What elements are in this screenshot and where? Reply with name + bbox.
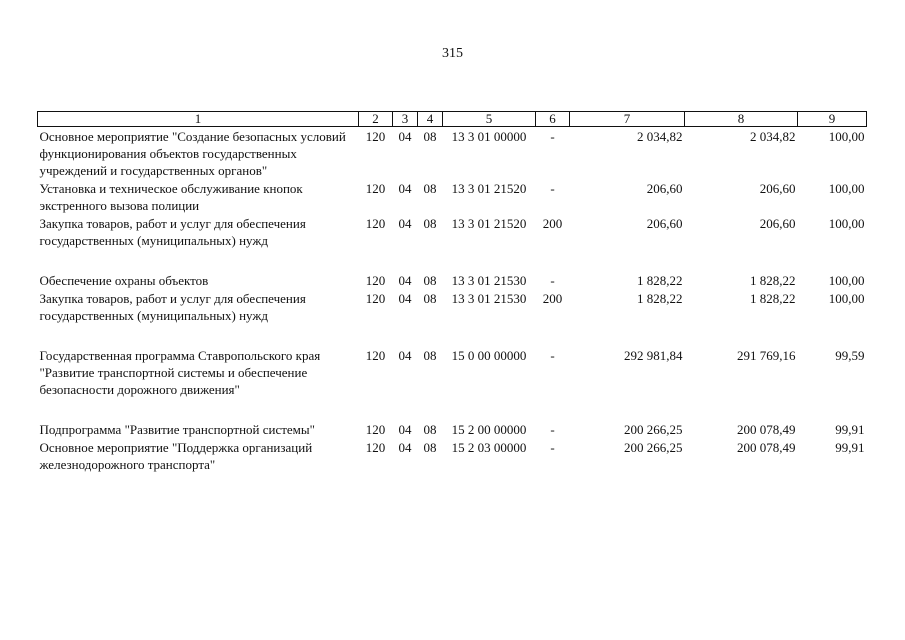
- cell-ministry: 120: [365, 348, 386, 363]
- col-header-8: 8: [685, 112, 798, 127]
- table-row: [38, 214, 867, 249]
- cell-subsection: 08: [423, 291, 437, 306]
- cell-ministry: 120: [365, 216, 386, 231]
- cell-section: 04: [398, 440, 412, 455]
- cell-target-article: 15 2 00 00000: [451, 422, 527, 437]
- cell-ministry: 120: [365, 273, 386, 288]
- row-spacer: [38, 324, 867, 346]
- table-row: [38, 346, 867, 398]
- cell-subsection: 08: [423, 181, 437, 196]
- table-row: [38, 127, 867, 180]
- cell-percent: 100,00: [828, 216, 865, 231]
- cell-percent: 99,59: [835, 348, 865, 363]
- cell-subsection: 08: [423, 273, 437, 288]
- col-header-4: 4: [418, 112, 443, 127]
- cell-ministry: 120: [365, 422, 386, 437]
- row-spacer: [38, 398, 867, 420]
- cell-ministry: 120: [365, 129, 386, 144]
- cell-subsection: 08: [423, 440, 437, 455]
- row-spacer: [38, 249, 867, 271]
- budget-table: [37, 111, 867, 473]
- cell-expense-type: -: [550, 273, 555, 288]
- cell-col8-amount: 200 078,49: [737, 440, 796, 455]
- cell-section: 04: [398, 291, 412, 306]
- cell-section: 04: [398, 129, 412, 144]
- cell-expense-type: 200: [542, 291, 563, 306]
- cell-expense-type: -: [550, 422, 555, 437]
- cell-ministry: 120: [365, 440, 386, 455]
- cell-target-article: 15 0 00 00000: [451, 348, 527, 363]
- col-header-6: 6: [536, 112, 570, 127]
- table-row: [38, 420, 867, 438]
- cell-ministry: 120: [365, 181, 386, 196]
- cell-col7-amount: 200 266,25: [624, 440, 683, 455]
- cell-col8-amount: 200 078,49: [737, 422, 796, 437]
- table-row: [38, 289, 867, 324]
- cell-percent: 99,91: [835, 422, 865, 437]
- cell-section: 04: [398, 181, 412, 196]
- cell-target-article: 13 3 01 21530: [451, 291, 527, 306]
- cell-section: 04: [398, 348, 412, 363]
- cell-col7-amount: 1 828,22: [637, 273, 683, 288]
- cell-expense-type: -: [550, 129, 555, 144]
- table-row: [38, 179, 867, 214]
- row-description: Закупка товаров, работ и услуг для обеспечения государственных (муниципальных) нужд: [39, 216, 306, 248]
- cell-target-article: 13 3 01 21520: [451, 216, 527, 231]
- row-description: Основное мероприятие "Создание безопасных условий функционирования объектов государственных учреждений и государственных органов": [39, 129, 346, 178]
- cell-col7-amount: 200 266,25: [624, 422, 683, 437]
- col-header-9: 9: [798, 112, 867, 127]
- cell-section: 04: [398, 216, 412, 231]
- table-row: [38, 438, 867, 473]
- cell-col8-amount: 1 828,22: [750, 273, 796, 288]
- cell-expense-type: -: [550, 348, 555, 363]
- cell-subsection: 08: [423, 129, 437, 144]
- row-description: Обеспечение охраны объектов: [39, 273, 209, 288]
- cell-target-article: 13 3 01 21520: [451, 181, 527, 196]
- cell-subsection: 08: [423, 216, 437, 231]
- col-header-3: 3: [393, 112, 418, 127]
- page-number: 315: [442, 46, 463, 61]
- cell-percent: 100,00: [828, 129, 865, 144]
- cell-expense-type: -: [550, 181, 555, 196]
- row-description: Закупка товаров, работ и услуг для обеспечения государственных (муниципальных) нужд: [39, 291, 306, 323]
- cell-subsection: 08: [423, 348, 437, 363]
- cell-expense-type: 200: [542, 216, 563, 231]
- cell-section: 04: [398, 273, 412, 288]
- row-description: Государственная программа Ставропольского края "Развитие транспортной системы и обеспечение безопасности дорожного движения": [39, 348, 321, 397]
- col-header-2: 2: [359, 112, 393, 127]
- cell-col7-amount: 206,60: [646, 216, 683, 231]
- cell-percent: 100,00: [828, 181, 865, 196]
- cell-col8-amount: 206,60: [759, 216, 796, 231]
- cell-percent: 99,91: [835, 440, 865, 455]
- row-description: Основное мероприятие "Поддержка организаций железнодорожного транспорта": [39, 440, 313, 472]
- row-description: Установка и техническое обслуживание кнопок экстренного вызова полиции: [39, 181, 303, 213]
- cell-percent: 100,00: [828, 291, 865, 306]
- cell-col8-amount: 2 034,82: [750, 129, 796, 144]
- table-row: [38, 271, 867, 289]
- col-header-5: 5: [443, 112, 536, 127]
- col-header-1: 1: [38, 112, 359, 127]
- cell-ministry: 120: [365, 291, 386, 306]
- cell-col7-amount: 292 981,84: [624, 348, 683, 363]
- cell-col7-amount: 206,60: [646, 181, 683, 196]
- cell-percent: 100,00: [828, 273, 865, 288]
- cell-section: 04: [398, 422, 412, 437]
- cell-col8-amount: 291 769,16: [737, 348, 796, 363]
- col-header-7: 7: [570, 112, 685, 127]
- cell-col8-amount: 206,60: [759, 181, 796, 196]
- cell-col7-amount: 1 828,22: [637, 291, 683, 306]
- cell-col8-amount: 1 828,22: [750, 291, 796, 306]
- cell-target-article: 15 2 03 00000: [451, 440, 527, 455]
- cell-target-article: 13 3 01 00000: [451, 129, 527, 144]
- cell-col7-amount: 2 034,82: [637, 129, 683, 144]
- cell-subsection: 08: [423, 422, 437, 437]
- cell-expense-type: -: [550, 440, 555, 455]
- row-description: Подпрограмма "Развитие транспортной системы": [39, 422, 315, 437]
- header-row: [38, 112, 867, 127]
- cell-target-article: 13 3 01 21530: [451, 273, 527, 288]
